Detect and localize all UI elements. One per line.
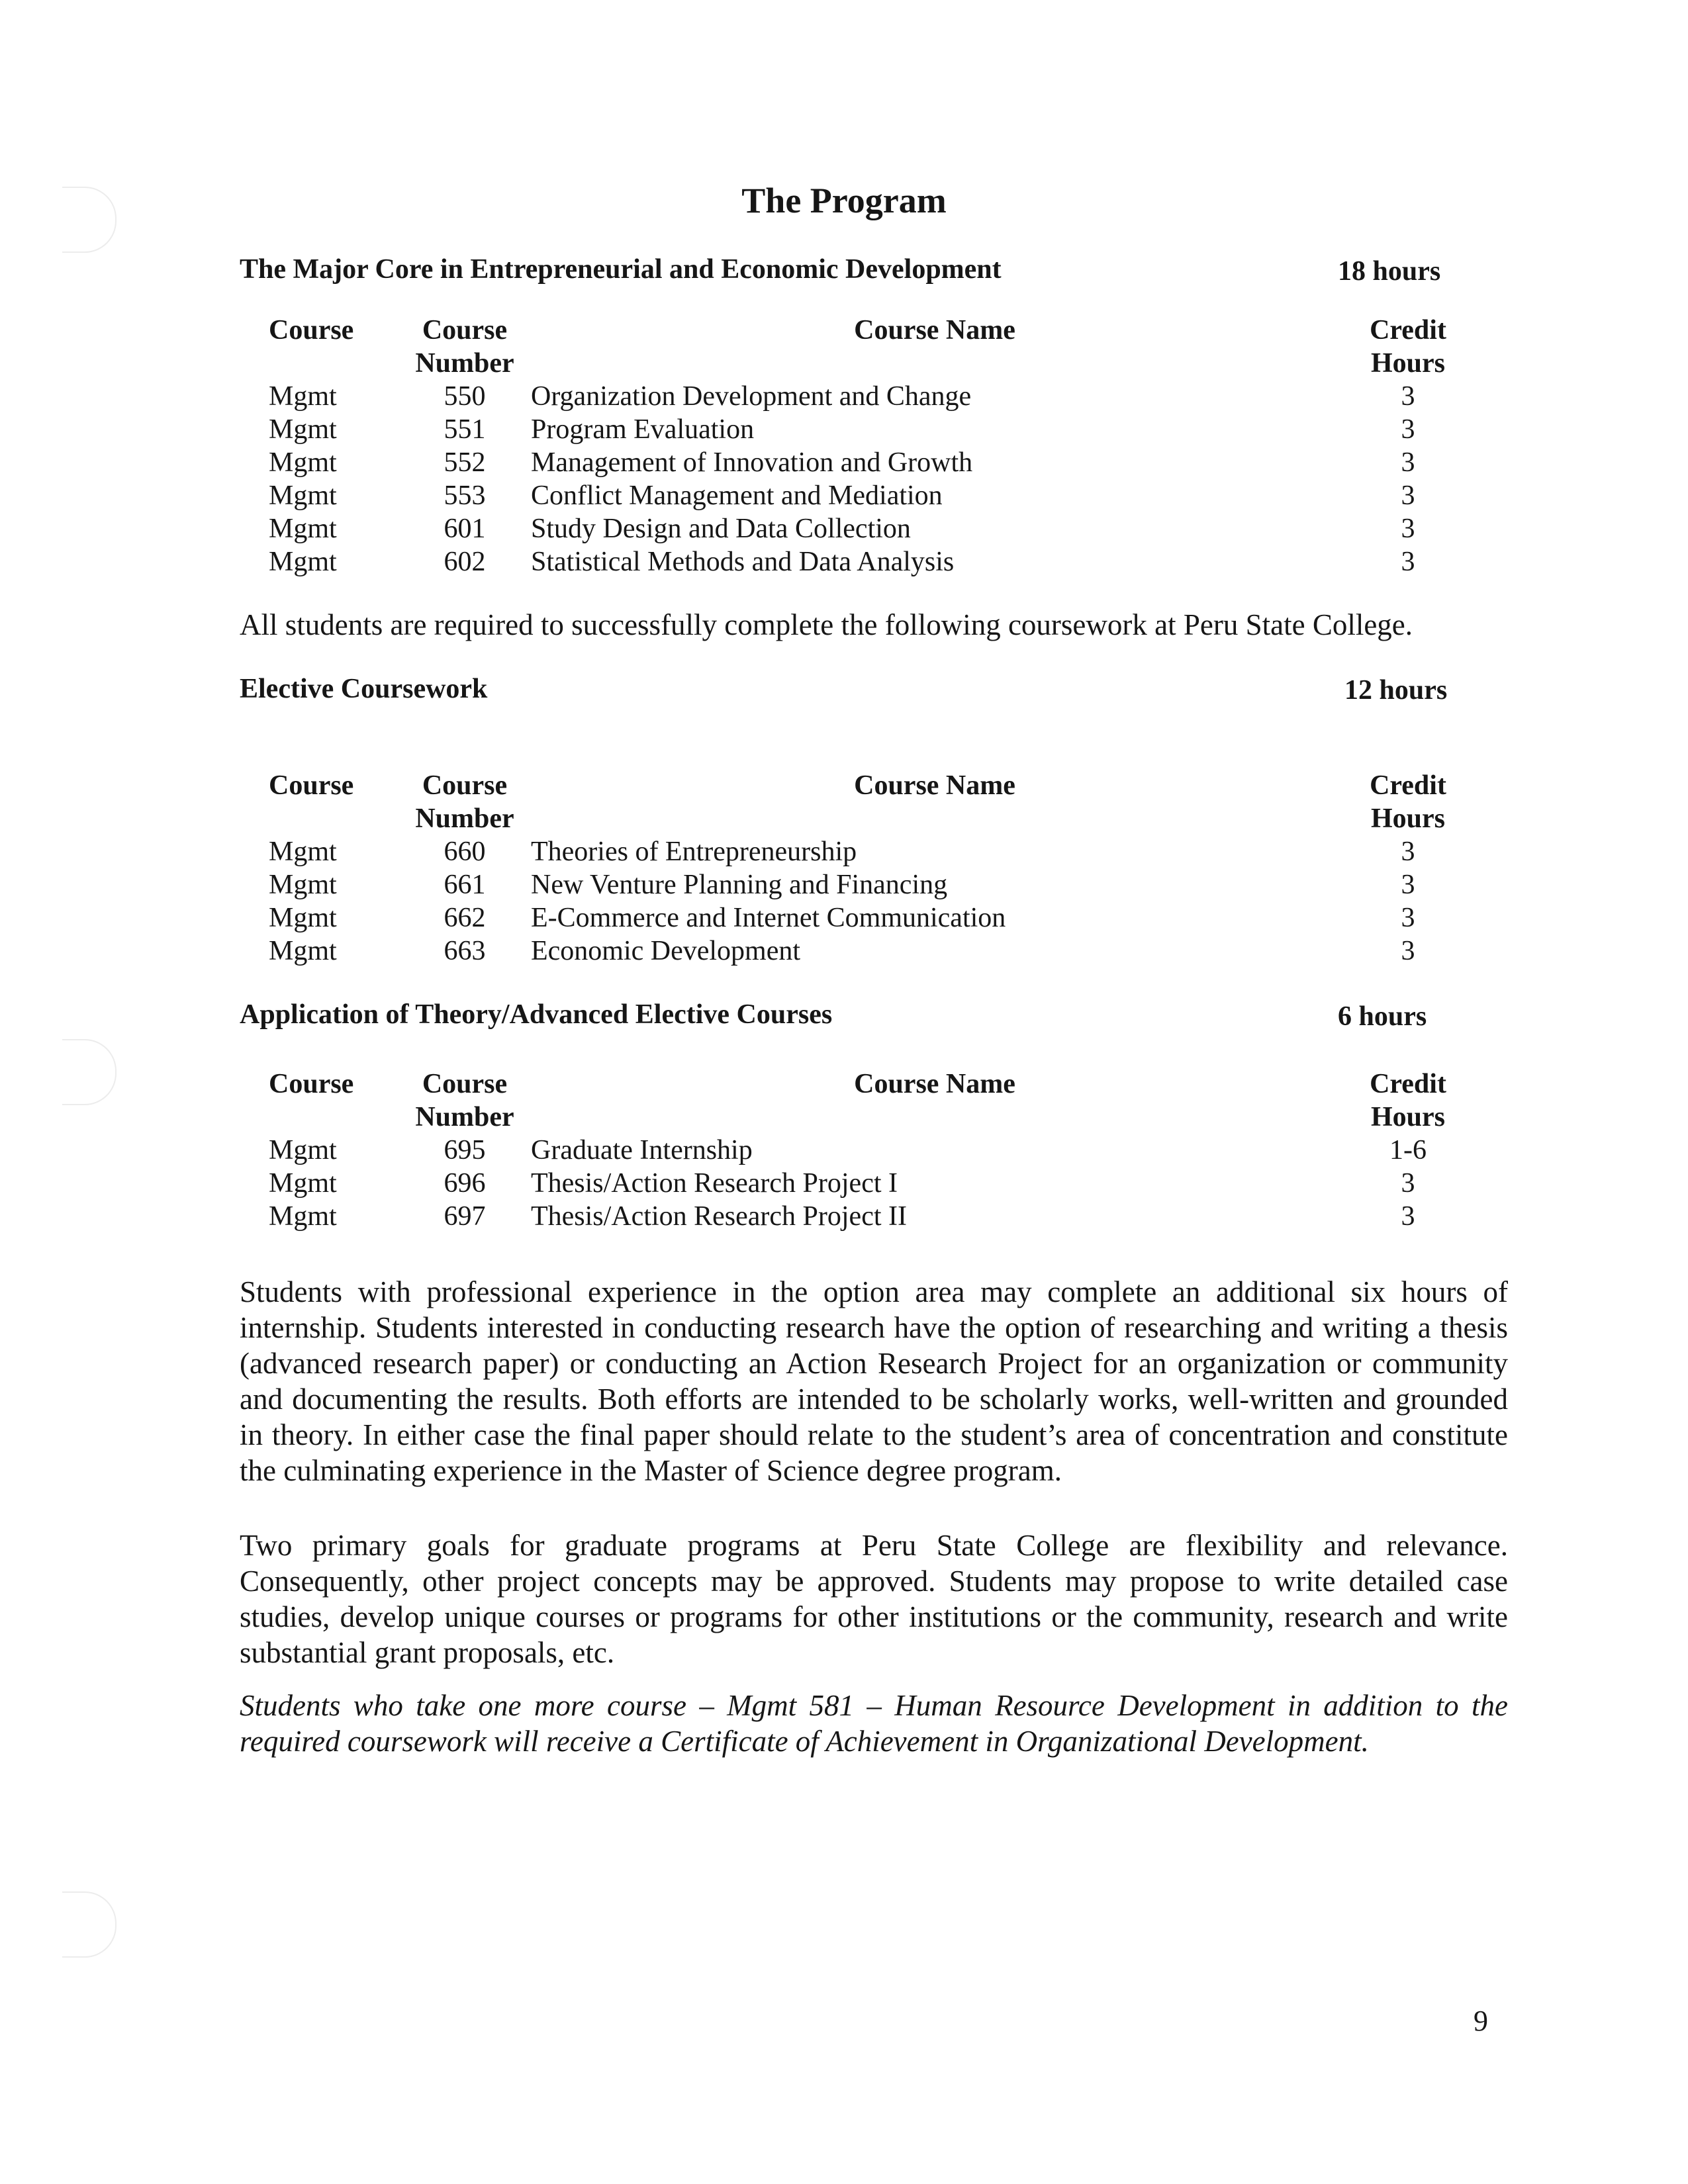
course-subject: Mgmt	[269, 514, 337, 544]
course-name: Economic Development	[531, 936, 801, 966]
course-name-header: Course Name	[854, 1069, 1015, 1099]
research-options-paragraph: Students with professional experience in the option area may complete an additional six hours of internship. Students interested in conducting research have the option of researching and writing a thesis (advanced research paper) or conducting an Action Research Project for an organization or community and documenting the results. Both efforts are intended to be scholarly works, well-written and grounded in theory. In either case the final paper should relate to the student’s area of concentration and constitute the culminating experience in the Master of Science degree program.	[240, 1275, 1508, 1487]
credit-hours: 3	[1401, 414, 1415, 445]
table-row	[269, 380, 1477, 413]
table-header-row	[269, 769, 1477, 835]
program-goals-paragraph: Two primary goals for graduate programs at Peru State College are flexibility and relevance. Consequently, other project concepts may be approved. Students may propose to write detailed case studies, develop unique courses or programs for other institutions or the community, research and write substantial grant proposals, etc.	[240, 1529, 1508, 1669]
course-name: Management of Innovation and Growth	[531, 447, 973, 478]
course-subject: Mgmt	[269, 870, 337, 900]
course-number: 661	[444, 870, 486, 900]
credit-hours: 3	[1401, 447, 1415, 478]
course-name: Organization Development and Change	[531, 381, 972, 412]
credit-header-line2: Hours	[1370, 803, 1445, 834]
credit-hours: 1-6	[1389, 1135, 1427, 1165]
course-subject: Mgmt	[269, 447, 337, 478]
course-number: 553	[444, 480, 486, 511]
course-number: 660	[444, 837, 486, 867]
course-name: Thesis/Action Research Project I	[531, 1168, 898, 1199]
course-name: Graduate Internship	[531, 1135, 753, 1165]
credit-hours: 3	[1401, 870, 1415, 900]
course-number: 695	[444, 1135, 486, 1165]
application-heading: Application of Theory/Advanced Elective Courses	[240, 999, 833, 1030]
credit-hours: 3	[1401, 1201, 1415, 1232]
course-subject: Mgmt	[269, 480, 337, 511]
course-number-header	[399, 1068, 531, 1134]
page-number: 9	[1474, 2005, 1488, 2037]
table-row	[269, 934, 1477, 968]
course-name: E-Commerce and Internet Communication	[531, 903, 1006, 933]
elective-course-table	[269, 769, 1477, 968]
course-number: 663	[444, 936, 486, 966]
credit-hours-header	[1338, 314, 1477, 380]
course-number: 551	[444, 414, 486, 445]
certificate-note: Students who take one more course – Mgmt 581 – Human Resource Development in addition to the required coursework will receive a Certificate of Achievement in Organizational Development.	[240, 1689, 1508, 1758]
course-name: Thesis/Action Research Project II	[531, 1201, 907, 1232]
credit-hours: 3	[1401, 381, 1415, 412]
credit-header-line2: Hours	[1370, 1102, 1445, 1132]
course-number-header-line2: Number	[415, 1102, 514, 1132]
table-row	[269, 545, 1477, 578]
core-heading: The Major Core in Entrepreneurial and Economic Development	[240, 254, 1002, 285]
credit-hours: 3	[1401, 936, 1415, 966]
credit-hours: 3	[1401, 903, 1415, 933]
credit-hours: 3	[1401, 1168, 1415, 1199]
page-title: The Program	[741, 181, 947, 220]
credit-hours: 3	[1401, 480, 1415, 511]
course-name-header: Course Name	[854, 770, 1015, 801]
course-header: Course	[269, 770, 354, 801]
table-row	[269, 1167, 1477, 1200]
course-number: 697	[444, 1201, 486, 1232]
credit-hours-header	[1338, 1068, 1477, 1134]
binder-hole-bottom	[62, 1891, 117, 1958]
course-number-header-line2: Number	[415, 803, 514, 834]
course-subject: Mgmt	[269, 414, 337, 445]
course-name: Statistical Methods and Data Analysis	[531, 547, 955, 577]
table-row	[269, 413, 1477, 446]
credit-header-line1: Credit	[1370, 1069, 1446, 1099]
elective-hours: 12 hours	[1344, 675, 1448, 705]
course-name: Conflict Management and Mediation	[531, 480, 943, 511]
credit-hours-header	[1338, 769, 1477, 835]
course-subject: Mgmt	[269, 837, 337, 867]
course-number-header	[399, 769, 531, 835]
course-number: 552	[444, 447, 486, 478]
table-row	[269, 446, 1477, 479]
core-course-table	[269, 314, 1477, 578]
course-name-header: Course Name	[854, 315, 1015, 345]
course-subject: Mgmt	[269, 1168, 337, 1199]
credit-header-line1: Credit	[1370, 770, 1446, 801]
course-number-header	[399, 314, 531, 380]
binder-hole-middle	[62, 1039, 117, 1105]
course-number-header-line1: Course	[422, 770, 508, 801]
course-number: 602	[444, 547, 486, 577]
course-name: Program Evaluation	[531, 414, 755, 445]
elective-heading: Elective Coursework	[240, 674, 488, 704]
course-number: 601	[444, 514, 486, 544]
credit-hours: 3	[1401, 547, 1415, 577]
course-subject: Mgmt	[269, 381, 337, 412]
course-name: New Venture Planning and Financing	[531, 870, 948, 900]
course-number: 696	[444, 1168, 486, 1199]
table-row	[269, 868, 1477, 901]
credit-header-line1: Credit	[1370, 315, 1446, 345]
table-row	[269, 1200, 1477, 1233]
course-number-header-line2: Number	[415, 348, 514, 379]
course-header: Course	[269, 1069, 354, 1099]
course-subject: Mgmt	[269, 1135, 337, 1165]
table-header-row	[269, 314, 1477, 380]
course-header: Course	[269, 315, 354, 345]
table-row	[269, 1134, 1477, 1167]
course-name: Theories of Entrepreneurship	[531, 837, 857, 867]
credit-hours: 3	[1401, 837, 1415, 867]
course-name: Study Design and Data Collection	[531, 514, 911, 544]
course-subject: Mgmt	[269, 903, 337, 933]
course-number: 662	[444, 903, 486, 933]
table-header-row	[269, 1068, 1477, 1134]
table-row	[269, 901, 1477, 934]
table-row	[269, 479, 1477, 512]
application-course-table	[269, 1068, 1477, 1233]
credit-hours: 3	[1401, 514, 1415, 544]
course-number-header-line1: Course	[422, 315, 508, 345]
course-subject: Mgmt	[269, 547, 337, 577]
core-hours: 18 hours	[1338, 256, 1441, 287]
course-subject: Mgmt	[269, 1201, 337, 1232]
table-row	[269, 835, 1477, 868]
credit-header-line2: Hours	[1370, 348, 1445, 379]
course-number-header-line1: Course	[422, 1069, 508, 1099]
course-subject: Mgmt	[269, 936, 337, 966]
table-row	[269, 512, 1477, 545]
application-hours: 6 hours	[1338, 1001, 1427, 1032]
requirement-statement: All students are required to successfully complete the following coursework at Peru State College.	[240, 608, 1413, 641]
course-number: 550	[444, 381, 486, 412]
